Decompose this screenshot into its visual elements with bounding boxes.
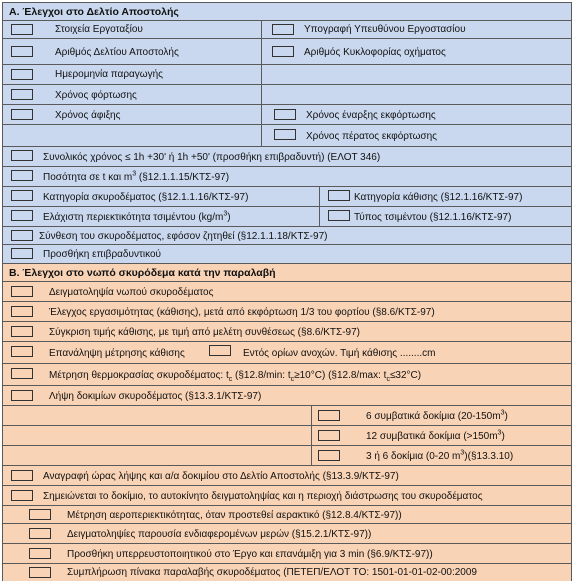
checkbox[interactable] bbox=[11, 306, 33, 317]
checkbox[interactable] bbox=[11, 46, 33, 57]
form-row bbox=[3, 167, 571, 187]
checkbox[interactable] bbox=[272, 46, 294, 57]
checkbox[interactable] bbox=[209, 345, 231, 356]
form-row bbox=[3, 446, 571, 466]
form-row bbox=[3, 506, 571, 524]
checkbox[interactable] bbox=[29, 567, 51, 578]
checkbox[interactable] bbox=[11, 150, 33, 161]
item-label: Λήψη δοκιμίων σκυροδέματος (§13.3.1/ΚΤΣ-97) bbox=[49, 391, 262, 402]
item-label: 6 συμβατικά δοκίμια $(20-150m^3)$ bbox=[366, 409, 508, 422]
form-row bbox=[3, 406, 571, 426]
item-label: Προσθήκη υπερρευστοποιητικού στο Έργο και επανάμιξη για 3 min (§6.9/ΚΤΣ-97)) bbox=[67, 549, 433, 560]
item-label: Σύγκριση τιμής κάθισης, με τιμή από μελέτη συνθέσεως (§8.6/ΚΤΣ-97) bbox=[49, 327, 360, 338]
form-row bbox=[3, 85, 571, 105]
checkbox[interactable] bbox=[318, 410, 340, 421]
checkbox[interactable] bbox=[11, 190, 33, 201]
item-label: Σημειώνεται το δοκίμιο, το αυτοκίνητο δειγματοληψίας και η περιοχή διάστρωσης του σκυροδέματος bbox=[43, 491, 483, 502]
section-b-header bbox=[3, 264, 571, 282]
form-row bbox=[3, 524, 571, 544]
form-row bbox=[3, 39, 571, 65]
form-row bbox=[3, 105, 571, 125]
item-label: Αναγραφή ώρας λήψης και α/α δοκιμίου στο Δελτίο Αποστολής (§13.3.9/ΚΤΣ-97) bbox=[43, 471, 399, 482]
item-label: Χρόνος φόρτωσης bbox=[55, 90, 137, 101]
section-b-title: Β. Έλεγχοι στο νωπό σκυρόδεμα κατά την παραλαβή bbox=[9, 267, 276, 279]
form-row bbox=[3, 386, 571, 406]
item-label: Εντός ορίων ανοχών. Τιμή κάθισης ........cm bbox=[243, 348, 436, 359]
form-row bbox=[3, 227, 571, 245]
form-row bbox=[3, 426, 571, 446]
item-label: 12 συμβατικά δοκίμια $(>150m^3)$ bbox=[366, 429, 505, 442]
item-label: Τύπος τσιμέντου (§12.1.16/ΚΤΣ-97) bbox=[354, 212, 512, 223]
form-row bbox=[3, 21, 571, 39]
form-row bbox=[3, 322, 571, 342]
item-label: Αριθμός Κυκλοφορίας οχήματος bbox=[304, 47, 446, 58]
checkbox[interactable] bbox=[11, 69, 33, 80]
checkbox[interactable] bbox=[11, 109, 33, 120]
form-row bbox=[3, 364, 571, 386]
form-row bbox=[3, 207, 571, 227]
form-row bbox=[3, 187, 571, 207]
checkbox[interactable] bbox=[272, 24, 294, 35]
checkbox[interactable] bbox=[274, 129, 296, 140]
checkbox[interactable] bbox=[328, 210, 350, 221]
checkbox[interactable] bbox=[11, 170, 33, 181]
checkbox[interactable] bbox=[274, 109, 296, 120]
checkbox[interactable] bbox=[11, 346, 33, 357]
item-label: 3 ή 6 δοκίμια (0-20 $m^3)(\S 13.3.10)$ bbox=[366, 449, 514, 462]
checkbox[interactable] bbox=[11, 24, 33, 35]
item-label: Έλεγχος εργασιμότητας (κάθισης), μετά από εκφόρτωση 1/3 του φορτίου (§8.6/ΚΤΣ-97) bbox=[49, 307, 435, 318]
checklist-form bbox=[2, 2, 572, 581]
checkbox[interactable] bbox=[11, 230, 33, 241]
form-row bbox=[3, 544, 571, 564]
section-a-header bbox=[3, 3, 571, 21]
checkbox[interactable] bbox=[11, 248, 33, 259]
item-label: Χρόνος άφιξης bbox=[55, 110, 121, 121]
form-row bbox=[3, 147, 571, 167]
item-label: Χρόνος έναρξης εκφόρτωσης bbox=[306, 110, 436, 121]
item-label: Δειγματοληψίες παρουσία ενδιαφερομένων μερών (§15.2.1/ΚΤΣ-97)) bbox=[67, 529, 372, 540]
checkbox[interactable] bbox=[29, 548, 51, 559]
form-row bbox=[3, 125, 571, 147]
item-label: Επανάληψη μέτρησης κάθισης bbox=[49, 348, 185, 359]
form-row bbox=[3, 245, 571, 264]
item-label: Ημερομηνία παραγωγής bbox=[55, 69, 163, 80]
form-row bbox=[3, 564, 571, 581]
form-row bbox=[3, 486, 571, 506]
item-label: Συνολικός χρόνος ≤ 1h +30' ή 1h +50' (προσθήκη επιβραδυντή) (ΕΛΟΤ 346) bbox=[43, 152, 381, 163]
item-label: Σύνθεση του σκυροδέματος, εφόσον ζητηθεί (§12.1.1.18/ΚΤΣ-97) bbox=[39, 231, 328, 242]
item-label: Κατηγορία σκυροδέματος (§12.1.1.16/ΚΤΣ-97) bbox=[43, 192, 249, 203]
form-row bbox=[3, 65, 571, 85]
item-label: Στοιχεία Εργοταξίου bbox=[55, 24, 143, 35]
item-label: Προσθήκη επιβραδυντικού bbox=[43, 249, 162, 260]
checkbox[interactable] bbox=[328, 190, 350, 201]
item-label: Μέτρηση αεροπεριεκτικότητας, όταν προστεθεί αερακτικό (§12.8.4/ΚΤΣ-97)) bbox=[67, 510, 402, 521]
item-label: Ελάχιστη περιεκτικότητα τσιμέντου $(kg/m^3)$ bbox=[43, 210, 231, 223]
checkbox[interactable] bbox=[11, 89, 33, 100]
checkbox[interactable] bbox=[29, 509, 51, 520]
section-a-title: Α. Έλεγχοι στο Δελτίο Αποστολής bbox=[9, 6, 179, 18]
form-row bbox=[3, 282, 571, 302]
checkbox[interactable] bbox=[11, 326, 33, 337]
checkbox[interactable] bbox=[318, 450, 340, 461]
item-label: Συμπλήρωση πίνακα παραλαβής σκυροδέματος (ΠΕΤΕΠ/ΕΛΟΤ ΤΟ: 1501-01-01-02-00:2009 bbox=[67, 567, 477, 578]
item-label: Υπογραφή Υπευθύνου Εργοστασίου bbox=[304, 24, 466, 35]
item-label: Ποσότητα σε t και $m^3$ (§12.1.1.15/ΚΤΣ-97) bbox=[43, 170, 230, 183]
checkbox[interactable] bbox=[29, 528, 51, 539]
checkbox[interactable] bbox=[11, 210, 33, 221]
form-row bbox=[3, 466, 571, 486]
checkbox[interactable] bbox=[11, 490, 33, 501]
checkbox[interactable] bbox=[11, 286, 33, 297]
item-label: Μέτρηση θερμοκρασίας σκυροδέματος: $t_c$ (§12.8/min: $t_c\ge 10^\circ C$) (§12.8/max: $t_c\le 32^\circ C$) bbox=[49, 370, 422, 383]
item-label: Δειγματοληψία νωπού σκυροδέματος bbox=[49, 287, 214, 298]
form-row bbox=[3, 302, 571, 322]
checkbox[interactable] bbox=[11, 390, 33, 401]
checkbox[interactable] bbox=[11, 470, 33, 481]
item-label: Κατηγορία κάθισης (§12.1.16/ΚΤΣ-97) bbox=[354, 192, 523, 203]
checkbox[interactable] bbox=[318, 430, 340, 441]
item-label: Χρόνος πέρατος εκφόρτωσης bbox=[306, 131, 437, 142]
form-row bbox=[3, 342, 571, 364]
item-label: Αριθμός Δελτίου Αποστολής bbox=[55, 47, 179, 58]
checkbox[interactable] bbox=[11, 368, 33, 379]
